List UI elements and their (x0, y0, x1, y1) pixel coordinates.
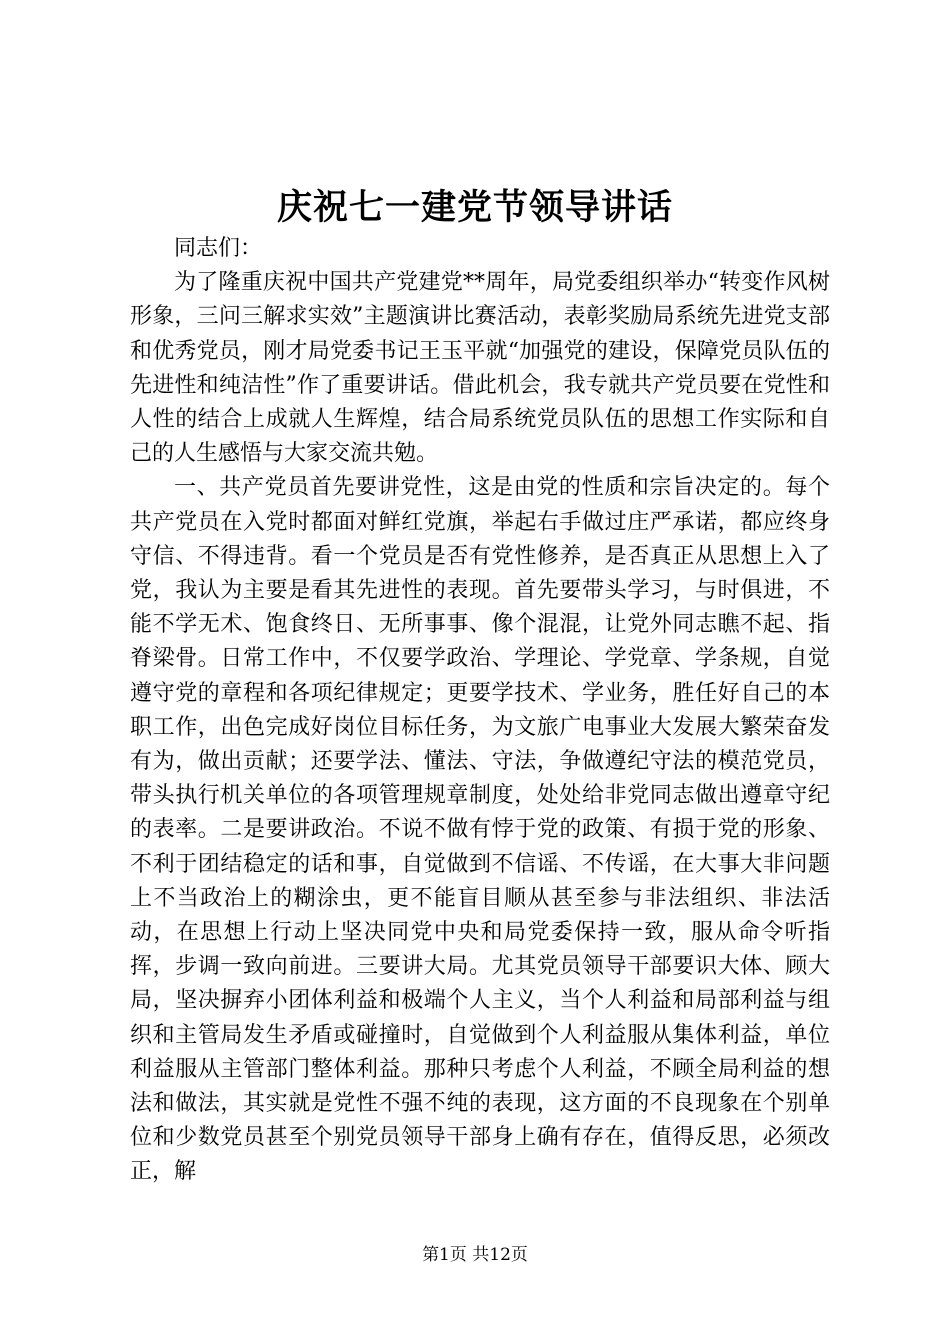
salutation: 同志们： (174, 236, 263, 261)
paragraph-section-one: 一、共产党员首先要讲党性，这是由党的性质和宗旨决定的。每个共产党员在入党时都面对鲜红党旗，举起右手做过庄严承诺，都应终身守信、不得违背。看一个党员是否有党性修养，是否真正从思想上入了党，我认为主要是看其先进性的表现。首先要带头学习，与时俱进，不能不学无术、饱食终日、无所事事、像个混混，让党外同志瞧不起、指脊梁骨。日常工作中，不仅要学政治、学理论、学党章、学条规，自觉遵守党的章程和各项纪律规定；更要学技术、学业务，胜任好自己的本职工作，出色完成好岗位目标任务，为文旅广电事业大发展大繁荣奋发有为，做出贡献；还要学法、懂法、守法，争做遵纪守法的模范党员，带头执行机关单位的各项管理规章制度，处处给非党同志做出遵章守纪的表率。二是要讲政治。不说不做有悖于党的政策、有损于党的形象、不利于团结稳定的话和事，自觉做到不信谣、不传谣，在大事大非问题上不当政治上的糊涂虫，更不能盲目顺从甚至参与非法组织、非法活动，在思想上行动上坚决同党中央和局党委保持一致，服从命令听指挥，步调一致向前进。三要讲大局。尤其党员领导干部要识大体、顾大局，坚决摒弃小团体利益和极端个人主义，当个人利益和局部利益与组织和主管局发生矛盾或碰撞时，自觉做到个人利益服从集体利益，单位利益服从主管部门整体利益。那种只考虑个人利益，不顾全局利益的想法和做法，其实就是党性不强不纯的表现，这方面的不良现象在个别单位和少数党员甚至个别党员领导干部身上确有存在，值得反思，必须改正，解 (130, 475, 830, 1185)
page-number-footer: 第1页 共12页 (422, 1245, 528, 1265)
document-body (130, 232, 830, 1190)
document-title: 庆祝七一建党节领导讲话 (276, 187, 673, 228)
paragraph-intro: 为了隆重庆祝中国共产党建党**周年，局党委组织举办“转变作风树形象，三问三解求实效”主题演讲比赛活动，表彰奖励局系统先进党支部和优秀党员，刚才局党委书记王玉平就“加强党的建设，保障党员队伍的先进性和纯洁性”作了重要讲话。借此机会，我专就共产党员要在党性和人性的结合上成就人生辉煌，结合局系统党员队伍的思想工作实际和自己的人生感悟与大家交流共勉。 (130, 270, 830, 467)
